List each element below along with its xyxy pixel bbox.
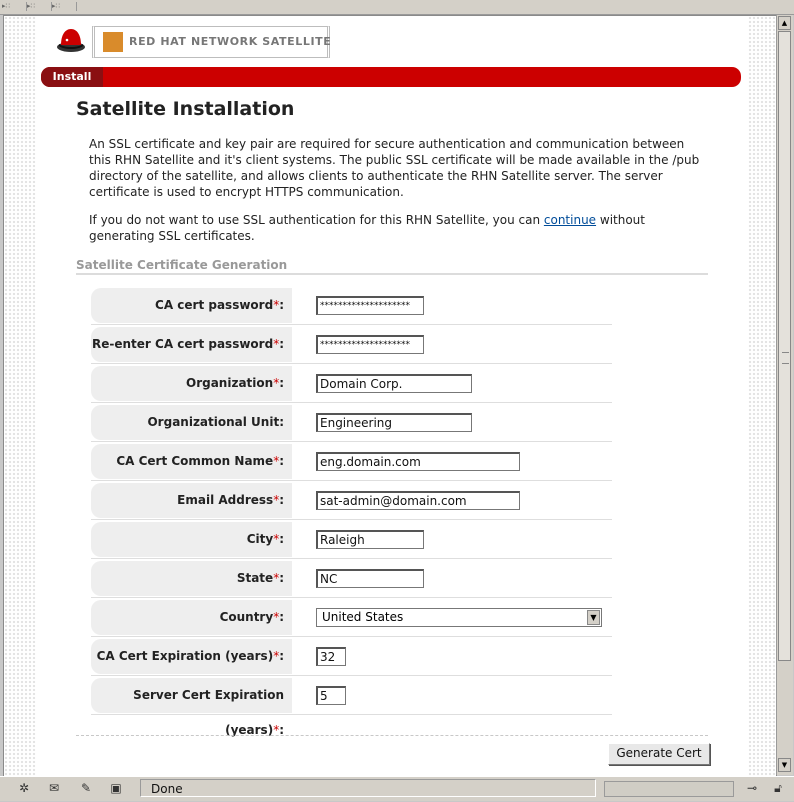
online-plug-icon[interactable]: ⊸ [746, 781, 758, 795]
required-marker: * [273, 337, 280, 351]
form-row-ca-expiration [76, 637, 612, 674]
country-selected-value: United States [322, 610, 404, 624]
form-row-org-unit [76, 403, 612, 440]
form-row-city [76, 520, 612, 557]
server-expiration-label: Server Cert Expiration (years)*: [91, 678, 292, 713]
tab-grip-icon[interactable]: ▸∷ [52, 2, 77, 11]
form-row-common-name [76, 442, 612, 479]
form-row-ca-password [76, 286, 612, 323]
org-unit-label: Organizational Unit: [91, 405, 292, 440]
satellite-logo-icon [103, 32, 123, 52]
product-logo [92, 26, 330, 58]
city-label: City*: [91, 522, 292, 557]
mail-icon[interactable]: ✉ [48, 781, 60, 795]
skip-text-before: If you do not want to use SSL authentication for this RHN Satellite, you can [89, 213, 544, 227]
scroll-down-icon[interactable]: ▼ [778, 758, 791, 772]
required-marker: * [273, 493, 280, 507]
ca-expiration-field[interactable]: 32 [316, 647, 346, 666]
page-viewport [3, 15, 777, 777]
required-marker: * [273, 298, 280, 312]
browser-tab-strip [0, 0, 794, 15]
logo-text: RED HAT NETWORK SATELLITE [129, 35, 332, 48]
reenter-password-field[interactable]: ******************** [316, 335, 424, 354]
ca-expiration-label: CA Cert Expiration (years)*: [91, 639, 292, 674]
form-footer-divider [76, 735, 708, 736]
server-expiration-field[interactable]: 5 [316, 686, 346, 705]
page-content [36, 16, 748, 776]
common-name-field[interactable]: eng.domain.com [316, 452, 520, 471]
row-divider [91, 714, 306, 715]
status-bar [0, 776, 794, 801]
form-row-country [76, 598, 612, 635]
ca-password-field[interactable]: ******************** [316, 296, 424, 315]
navigator-icon[interactable]: ✲ [18, 781, 30, 795]
tab-install[interactable]: Install [41, 67, 103, 87]
generate-cert-button[interactable]: Generate Cert [608, 743, 710, 765]
scroll-up-icon[interactable]: ▲ [778, 16, 791, 30]
state-label: State*: [91, 561, 292, 596]
common-name-label: CA Cert Common Name*: [91, 444, 292, 479]
security-lock-icon[interactable]: 🔓︎ [774, 781, 782, 795]
scrollbar-thumb[interactable] [778, 31, 791, 661]
country-select[interactable] [316, 608, 602, 627]
tab-grip-icon[interactable]: ▸∷ [27, 2, 52, 11]
scroll-grip-icon [782, 352, 789, 364]
required-marker: * [273, 571, 280, 585]
org-unit-field[interactable]: Engineering [316, 413, 472, 432]
form-row-reenter-password [76, 325, 612, 362]
form-row-state [76, 559, 612, 596]
ca-password-label: CA cert password*: [91, 288, 292, 323]
required-marker: * [273, 649, 280, 663]
reenter-password-label: Re-enter CA cert password*: [91, 327, 292, 362]
redhat-logo-icon [56, 26, 86, 54]
intro-paragraph: An SSL certificate and key pair are required for secure authentication and communication between this RHN Satellite and it's client systems. The public SSL certificate will be made available in the /pub directory of the satellite, and allows clients to authenticate the RHN Satellite server. The server certificate is used to encrypt HTTPS communication. [89, 137, 700, 199]
form-row-server-expiration [76, 676, 612, 737]
address-book-icon[interactable]: ▣ [110, 781, 122, 795]
required-marker: * [273, 532, 280, 546]
skip-ssl-paragraph [89, 212, 709, 244]
nav-bar [41, 67, 741, 87]
left-dotted-margin [4, 16, 36, 776]
required-marker: * [273, 454, 280, 468]
email-field[interactable]: sat-admin@domain.com [316, 491, 520, 510]
progress-bar [604, 781, 734, 797]
vertical-scrollbar[interactable] [776, 15, 793, 775]
row-divider [306, 714, 612, 715]
required-marker: * [273, 376, 280, 390]
state-field[interactable]: NC [316, 569, 424, 588]
composer-icon[interactable]: ✎ [80, 781, 92, 795]
skip-text-after: without generating SSL certificates. [89, 213, 645, 243]
right-dotted-margin [748, 16, 776, 776]
page-title: Satellite Installation [76, 98, 295, 120]
email-label: Email Address*: [91, 483, 292, 518]
section-divider [76, 273, 708, 275]
tab-grip-icon[interactable]: ▸∷ [2, 2, 27, 11]
form-row-organization [76, 364, 612, 401]
required-marker: * [273, 610, 280, 624]
organization-field[interactable]: Domain Corp. [316, 374, 472, 393]
required-marker: * [273, 723, 280, 737]
city-field[interactable]: Raleigh [316, 530, 424, 549]
form-row-email [76, 481, 612, 518]
continue-link[interactable]: continue [543, 213, 597, 227]
organization-label: Organization*: [91, 366, 292, 401]
status-text: Done [140, 779, 596, 797]
country-label: Country*: [91, 600, 292, 635]
section-title: Satellite Certificate Generation [76, 258, 288, 272]
dropdown-arrow-icon[interactable]: ▼ [587, 610, 600, 625]
